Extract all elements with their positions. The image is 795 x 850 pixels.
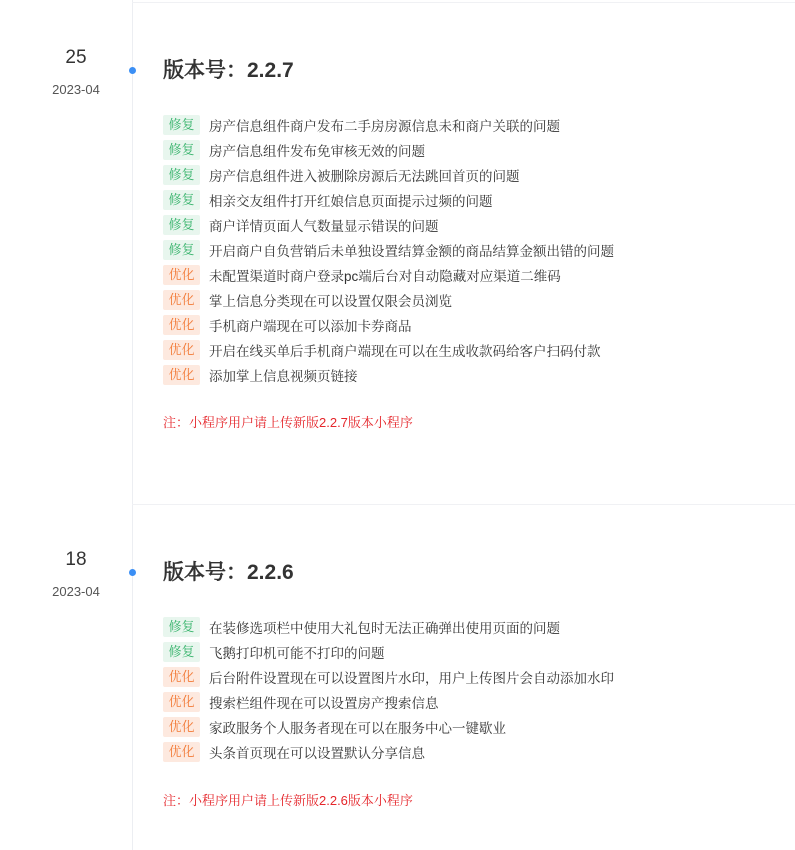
changelog-item	[163, 362, 614, 387]
changelog-item	[163, 112, 614, 137]
changelog-item	[163, 639, 614, 664]
version-title	[163, 559, 294, 587]
release-note: 注：小程序用户请上传新版2.2.6版本小程序	[163, 793, 413, 808]
optimize-badge: 优化	[163, 692, 200, 712]
release-note: 注：小程序用户请上传新版2.2.7版本小程序	[163, 415, 413, 430]
changelog-list	[163, 614, 614, 764]
changelog-item	[163, 312, 614, 337]
fix-badge: 修复	[163, 190, 200, 210]
changelog-item	[163, 614, 614, 639]
timeline-dot-icon	[129, 569, 136, 576]
timeline-dot-icon	[129, 67, 136, 74]
optimize-badge: 优化	[163, 365, 200, 385]
version-number: 2.2.6	[247, 561, 294, 584]
optimize-badge: 优化	[163, 315, 200, 335]
changelog-text: 房产信息组件商户发布二手房房源信息未和商户关联的问题	[209, 118, 560, 134]
changelog-text: 飞鹅打印机可能不打印的问题	[209, 645, 385, 661]
changelog-item	[163, 187, 614, 212]
divider	[132, 2, 795, 3]
changelog-item	[163, 664, 614, 689]
changelog-item	[163, 162, 614, 187]
changelog-item	[163, 262, 614, 287]
optimize-badge: 优化	[163, 742, 200, 762]
release-month: 2023-04	[52, 584, 100, 599]
changelog-text: 相亲交友组件打开红娘信息页面提示过频的问题	[209, 193, 493, 209]
fix-badge: 修复	[163, 115, 200, 135]
version-label: 版本号：	[163, 59, 247, 82]
changelog-text: 搜索栏组件现在可以设置房产搜索信息	[209, 695, 439, 711]
changelog-text: 手机商户端现在可以添加卡券商品	[209, 318, 412, 334]
changelog-item	[163, 739, 614, 764]
optimize-badge: 优化	[163, 265, 200, 285]
changelog-text: 开启商户自负营销后未单独设置结算金额的商品结算金额出错的问题	[209, 243, 614, 259]
changelog-text: 房产信息组件进入被删除房源后无法跳回首页的问题	[209, 168, 520, 184]
changelog-item	[163, 237, 614, 262]
optimize-badge: 优化	[163, 340, 200, 360]
timeline-line	[132, 0, 133, 850]
optimize-badge: 优化	[163, 290, 200, 310]
changelog-text: 掌上信息分类现在可以设置仅限会员浏览	[209, 293, 452, 309]
fix-badge: 修复	[163, 165, 200, 185]
optimize-badge: 优化	[163, 667, 200, 687]
changelog-item	[163, 689, 614, 714]
changelog-item	[163, 137, 614, 162]
release-date	[20, 46, 132, 99]
changelog-text: 商户详情页面人气数量显示错误的问题	[209, 218, 439, 234]
changelog-item	[163, 337, 614, 362]
changelog-item	[163, 714, 614, 739]
optimize-badge: 优化	[163, 717, 200, 737]
fix-badge: 修复	[163, 617, 200, 637]
changelog-text: 未配置渠道时商户登录pc端后台对自动隐藏对应渠道二维码	[209, 268, 561, 284]
fix-badge: 修复	[163, 642, 200, 662]
release-day: 25	[65, 47, 87, 68]
release-day: 18	[65, 549, 87, 570]
changelog-item	[163, 287, 614, 312]
release-date	[20, 548, 132, 601]
changelog-text: 添加掌上信息视频页链接	[209, 368, 358, 384]
changelog-text: 房产信息组件发布免审核无效的问题	[209, 143, 425, 159]
changelog-text: 家政服务个人服务者现在可以在服务中心一键歇业	[209, 720, 506, 736]
changelog-item	[163, 212, 614, 237]
version-title	[163, 57, 294, 85]
changelog-text: 头条首页现在可以设置默认分享信息	[209, 745, 425, 761]
version-label: 版本号：	[163, 561, 247, 584]
changelog-list	[163, 112, 614, 387]
fix-badge: 修复	[163, 140, 200, 160]
changelog-text: 后台附件设置现在可以设置图片水印，用户上传图片会自动添加水印	[209, 670, 614, 686]
release-month: 2023-04	[52, 82, 100, 97]
fix-badge: 修复	[163, 215, 200, 235]
changelog-text: 开启在线买单后手机商户端现在可以在生成收款码给客户扫码付款	[209, 343, 601, 359]
fix-badge: 修复	[163, 240, 200, 260]
changelog-text: 在装修选项栏中使用大礼包时无法正确弹出使用页面的问题	[209, 620, 560, 636]
divider	[132, 504, 795, 505]
version-number: 2.2.7	[247, 59, 294, 82]
